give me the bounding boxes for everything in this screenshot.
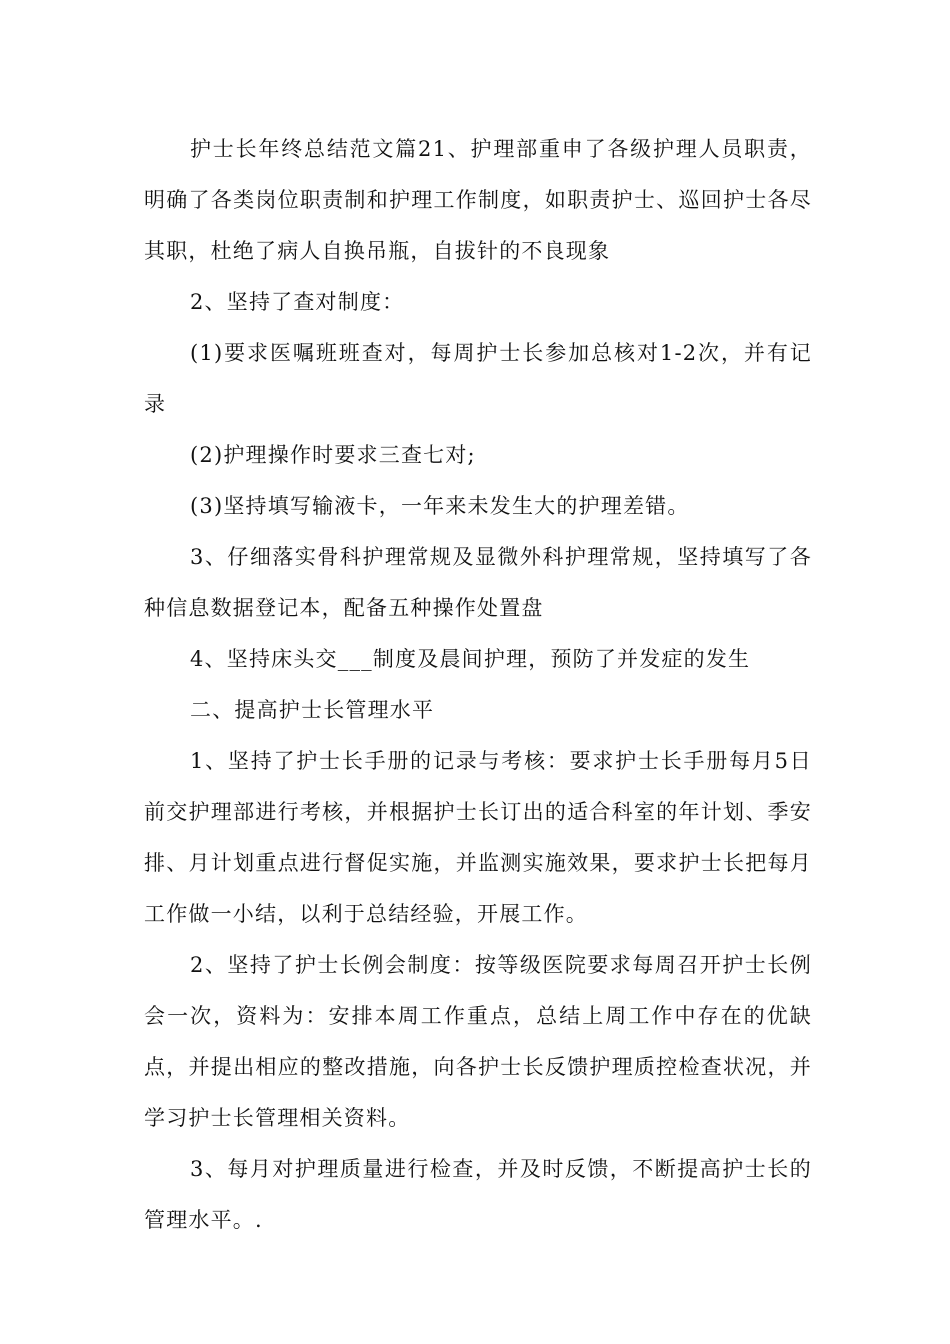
document-body — [144, 124, 812, 1246]
paragraph-10: 2、坚持了护士长例会制度：按等级医院要求每周召开护士长例会一次，资料为：安排本周工作重点，总结上周工作中存在的优缺点，并提出相应的整改措施，向各护士长反馈护理质控检查状况，并学习护士长管理相关资料。 — [144, 953, 812, 1130]
section-heading: 二、提高护士长管理水平 — [190, 698, 435, 722]
paragraph-2: 2、坚持了查对制度： — [190, 290, 405, 314]
paragraph-5: (3)坚持填写输液卡，一年来未发生大的护理差错。 — [190, 494, 690, 518]
paragraph-9: 1、坚持了护士长手册的记录与考核：要求护士长手册每月5日前交护理部进行考核，并根据护士长订出的适合科室的年计划、季安排、月计划重点进行督促实施，并监测实施效果，要求护士长把每月工作做一小结，以利于总结经验，开展工作。 — [144, 749, 812, 926]
paragraph-7: 4、坚持床头交___制度及晨间护理，预防了并发症的发生 — [190, 647, 751, 671]
paragraph-4: (2)护理操作时要求三查七对; — [190, 443, 476, 467]
paragraph-1: 护士长年终总结范文篇21、护理部重申了各级护理人员职责，明确了各类岗位职责制和护理工作制度，如职责护士、巡回护士各尽其职，杜绝了病人自换吊瓶，自拔针的不良现象 — [144, 137, 812, 263]
paragraph-3: (1)要求医嘱班班查对，每周护士长参加总核对1-2次，并有记录 — [144, 341, 812, 416]
paragraph-11: 3、每月对护理质量进行检查，并及时反馈，不断提高护士长的管理水平。. — [144, 1157, 812, 1232]
paragraph-6: 3、仔细落实骨科护理常规及显微外科护理常规，坚持填写了各种信息数据登记本，配备五种操作处置盘 — [144, 545, 812, 620]
